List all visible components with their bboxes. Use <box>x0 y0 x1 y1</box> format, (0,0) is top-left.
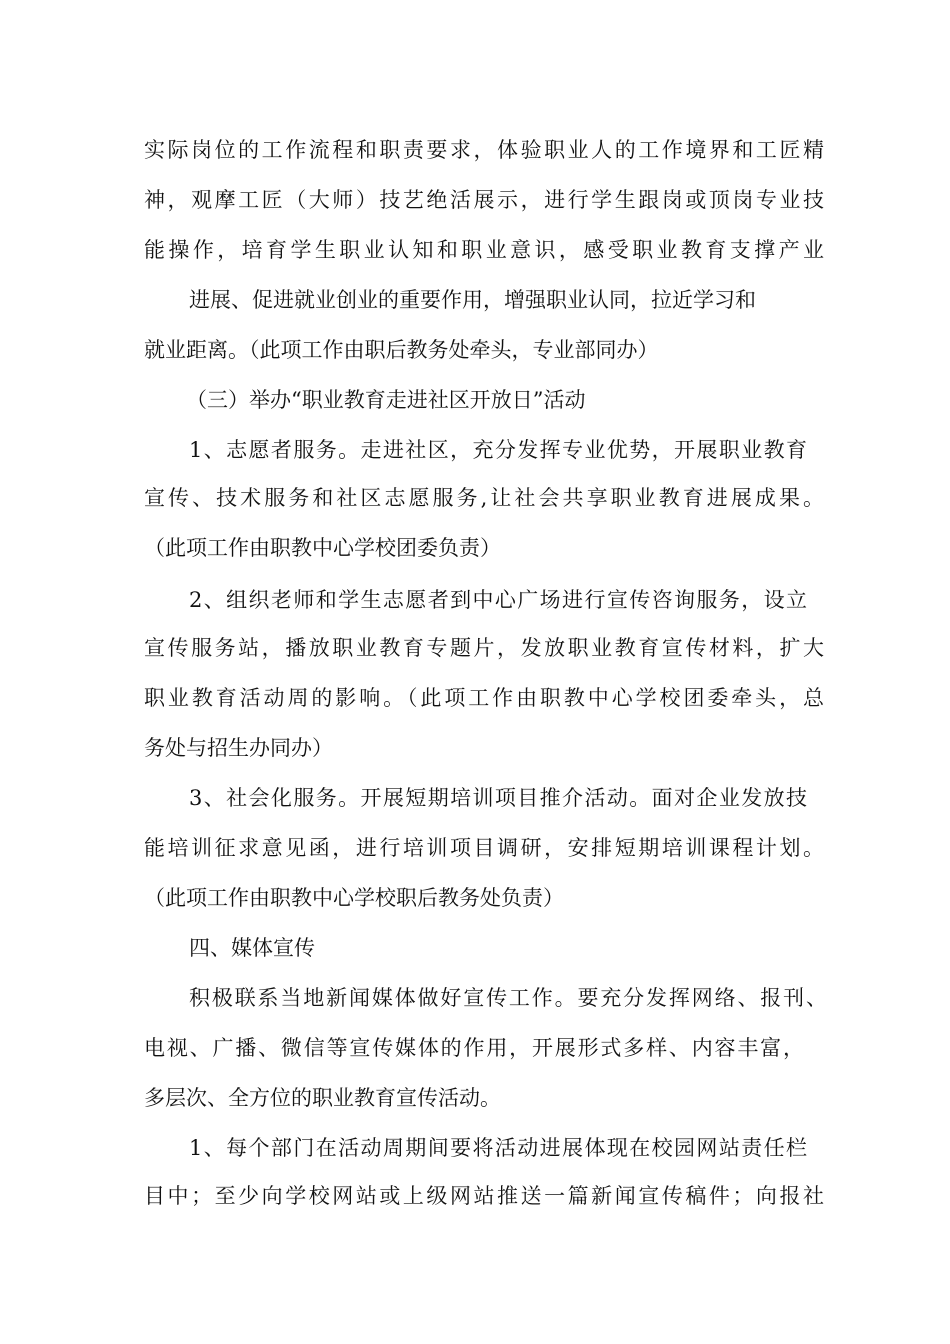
text-line: 实际岗位的工作流程和职责要求，体验职业人的工作境界和工匠精 <box>144 138 824 162</box>
text-line: 宣传服务站，播放职业教育专题片，发放职业教育宣传材料，扩大 <box>144 636 824 660</box>
text-line: （此项工作由职教中心学校职后教务处负责） <box>144 886 564 910</box>
text-line: 能操作，培育学生职业认知和职业意识，感受职业教育支撑产业 <box>144 238 824 262</box>
text-line: 职业教育活动周的影响。（此项工作由职教中心学校团委牵头，总 <box>144 686 824 710</box>
text-line: 就业距离。（此项工作由职后教务处牵头，专业部同办） <box>144 338 659 362</box>
section-heading: 四、媒体宣传 <box>189 936 315 960</box>
text-line: 多层次、全方位的职业教育宣传活动。 <box>144 1086 501 1110</box>
text-line: 神，观摩工匠（大师）技艺绝活展示，进行学生跟岗或顶岗专业技 <box>144 188 824 212</box>
text-line: 务处与招生办同办） <box>144 736 333 760</box>
text-line: 宣传、技术服务和社区志愿服务,让社会共享职业教育进展成果。 <box>144 486 824 510</box>
text-line: 电视、广播、微信等宣传媒体的作用，开展形式多样、内容丰富， <box>144 1036 804 1060</box>
text-line: 2、组织老师和学生志愿者到中心广场进行宣传咨询服务，设立 <box>189 588 807 612</box>
text-line: 3、社会化服务。开展短期培训项目推介活动。面对企业发放技 <box>189 786 807 810</box>
text-line: 目中；至少向学校网站或上级网站推送一篇新闻宣传稿件；向报社 <box>144 1184 824 1208</box>
text-line: （此项工作由职教中心学校团委负责） <box>144 536 501 560</box>
section-heading: （三）举办“职业教育走进社区开放日”活动 <box>186 388 586 412</box>
text-line: 1、志愿者服务。走进社区，充分发挥专业优势，开展职业教育 <box>189 438 807 462</box>
text-line: 能培训征求意见函，进行培训项目调研，安排短期培训课程计划。 <box>144 836 824 860</box>
text-line: 1、每个部门在活动周期间要将活动进展体现在校园网站责任栏 <box>189 1136 807 1160</box>
text-line: 积极联系当地新闻媒体做好宣传工作。要充分发挥网络、报刊、 <box>189 986 827 1010</box>
text-line: 进展、促进就业创业的重要作用，增强职业认同，拉近学习和 <box>189 288 756 312</box>
